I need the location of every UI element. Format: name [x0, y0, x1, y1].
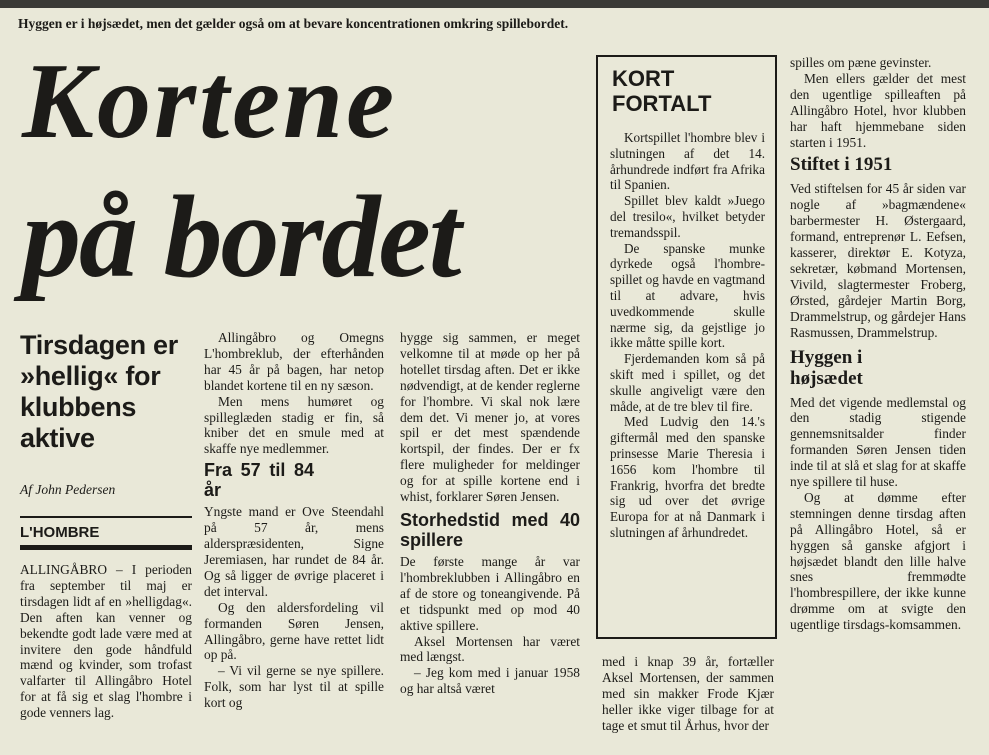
subheading: Storhedstid med 40 spillere: [400, 509, 580, 550]
paragraph: Yngste mand er Ove Steendahl på 57 år, mens alderspræsidenten, Signe Jeremiasen, har rundet de 84 år. Og så ligger de øvrige placeret i det interval.: [204, 504, 384, 599]
paragraph: spilles om pæne gevinster.: [790, 55, 932, 70]
paragraph: – Vi vil gerne se nye spillere. Folk, som har lyst til at spille kort og: [204, 663, 384, 711]
paragraph: Men mens humøret og spilleglæden stadig er fin, så kniber det en smule med at skaffe nye medlemmer.: [204, 393, 384, 457]
kicker-line: Tirsdagen er: [20, 330, 178, 360]
paragraph: Med Ludvig den 14.'s giftermål med den spanske prinsesse Marie Theresia i 1656 kom l'hombre til Frankrig, hvorfra det bredte sig ud over det øvrige Europa for at nå Danmark i slutningen af århundredet.: [610, 414, 765, 540]
paragraph: Ved stiftelsen for 45 år siden var nogle af »bagmændene« barbermester H. Østergaard, formand, entreprenør L. Eefsen, kasserer, direktør E. Kotyza, sekretær, købmand Mortensen, Vivild, slagtermester Froberg, Ørsted, gårdejer Martin Borg, Drammelstrup, og gårdejer Hans Rasmussen, Drammelstrup.: [790, 181, 966, 340]
paragraph: Aksel Mortensen har været med længst.: [400, 633, 580, 665]
subheading: [790, 347, 966, 389]
subheading-line: Hyggen i: [790, 346, 863, 368]
kicker-heading: [20, 330, 200, 454]
paragraph: – Jeg kom med i januar 1958 og har altså været: [400, 665, 580, 697]
paragraph: ALLINGÅBRO – I perioden fra september til maj er tirsdagen lidt af en »helligdag«. Den aften kan venner og bekendte godt lade være med at invitere den gode håndfuld mænd og kvinder, som trofast valfarter til Allingåbro Hotel for at få sig et slag l'hombre i gode venners lag.: [20, 562, 192, 721]
column-5: [790, 55, 966, 633]
paragraph: Spillet blev kaldt »Juego del tresilo«, hvilket betyder tremandsspil.: [610, 193, 765, 240]
top-edge-bar: [0, 0, 989, 8]
headline-line-2: på bordet: [22, 171, 460, 302]
info-box-text: [610, 130, 765, 541]
column-3: [400, 330, 580, 697]
paragraph: Fjerdemanden kom så på skift med i spillet, og det skulle angiveligt være den måde, at de tre blev til fire.: [610, 351, 765, 414]
paragraph: Og at dømme efter stemningen denne tirsdag aften på Allingåbro Hotel, så er hyggen så ganske afgjort i højsædet blandt den lille halve snes fremmødte l'hombrespillere, der ikke kunne drømme om at svigte den ugentlige tirsdags-komsammen.: [790, 489, 966, 633]
subheading-line: højsædet: [790, 367, 863, 389]
info-box-title-line: FORTALT: [612, 91, 712, 116]
byline: Af John Pedersen: [20, 482, 116, 497]
divider-rule-thick: [20, 545, 192, 550]
paragraph: med i knap 39 år, fortæller Aksel Mortensen, der sammen med sin makker Frode Kjær heller ikke viger tilbage for at tage et smut til Århus, hvor der: [602, 654, 774, 733]
column-2: [204, 330, 384, 711]
paragraph: Med det vigende medlemstal og den stadig stigende gennemsnitsalder finder formanden Søren Jensen tiden inde til at slå et slag for at skaffe nye spillere til huse.: [790, 394, 966, 490]
paragraph: hygge sig sammen, er meget velkomne til at møde op her på hotellet tirsdag aften. Det er ikke nødvendigt, at de kender reglerne for l'hombre. Vi skal nok lære dem det. Vi mener jo, at vores spil er det mest spændende kortspil, der findes. Der er fx flere muligheder for meldinger og for at spille kortene end i whist, forklarer Søren Jensen.: [400, 330, 580, 505]
kicker-line: »hellig« for: [20, 361, 161, 391]
kicker-line: aktive: [20, 423, 95, 453]
column-4-continuation: [602, 654, 774, 734]
paragraph: Men ellers gælder det mest den ugentlige spilleaften på Allingåbro Hotel, hvor klubben har haft hjemmebane siden starten i 1951.: [790, 70, 966, 150]
info-box-title-line: KORT: [612, 66, 675, 91]
divider-rule: [20, 516, 192, 518]
paragraph: Allingåbro og Omegns L'hombreklub, der efterhånden har 45 år på bagen, har netop blandet kortene til en ny sæson.: [204, 330, 384, 393]
subheading: Fra 57 til 84 år: [204, 460, 314, 501]
photo-caption: Hyggen er i højsædet, men det gælder også om at bevare koncentrationen omkring spillebordet.: [18, 16, 569, 31]
paragraph: De første mange år var l'hombreklubben i Allingåbro en af de store og toneangivende. På et tidspunkt med op mod 40 aktive spillere.: [400, 553, 580, 633]
section-label: L'HOMBRE: [20, 524, 100, 541]
info-box-title: [612, 66, 711, 116]
column-1: [20, 562, 192, 721]
headline-line-1: Kortene: [22, 42, 398, 161]
paragraph: Og den aldersfordeling vil formanden Søren Jensen, Allingåbro, gerne have rettet lidt op på.: [204, 599, 384, 663]
kicker-line: klubbens: [20, 392, 137, 422]
paragraph: Kortspillet l'hombre blev i slutningen af det 14. århundrede indført fra Afrika til Spanien.: [610, 130, 765, 193]
paragraph: De spanske munke dyrkede også l'hombre-spillet og havde en vagtmand til at advare, hvis uvedkommende skulle nærme sig, da gejstlige jo ikke måtte spille kort.: [610, 240, 765, 351]
subheading: Stiftet i 1951: [790, 154, 893, 176]
